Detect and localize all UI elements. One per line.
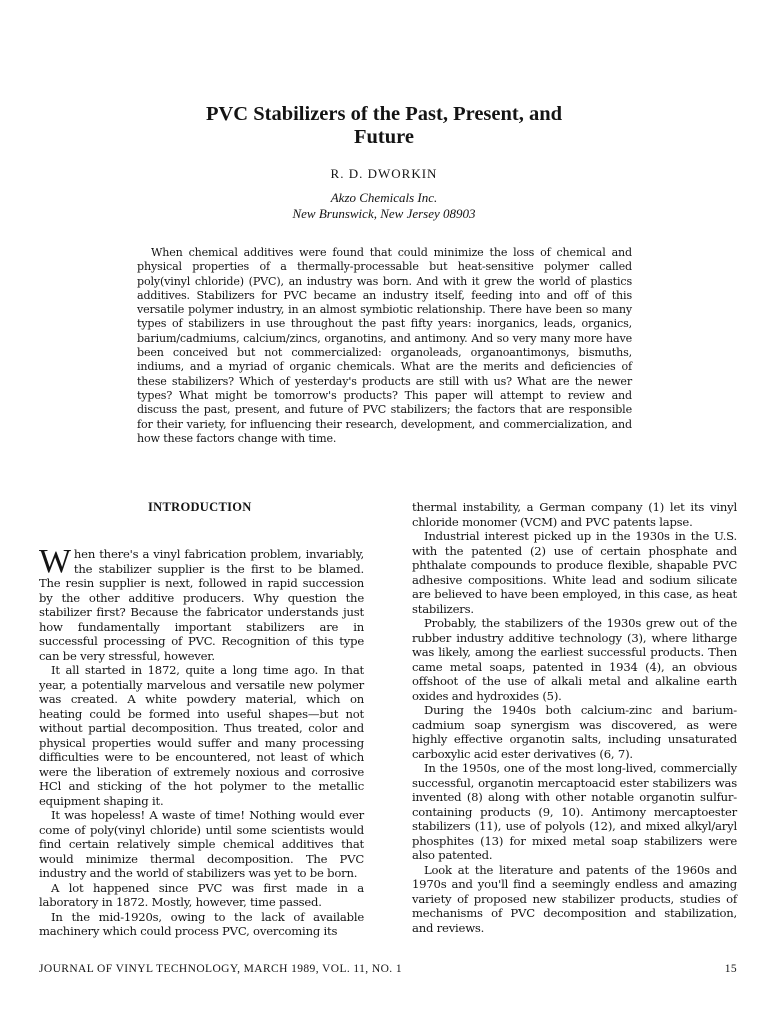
affiliation-address: New Brunswick, New Jersey 08903 — [292, 206, 476, 221]
title-line-2: Future — [354, 126, 414, 148]
section-heading-introduction: INTRODUCTION — [148, 500, 252, 514]
paragraph-8: During the 1940s both calcium-zinc and barium-cadmium soap synergism was discovered, as were highly effective organotin salts, including unsaturated carboxylic acid ester derivatives (6, 7). — [412, 703, 737, 761]
paragraph-4: A lot happened since PVC was first made in a laboratory in 1872. Mostly, however, time passed. — [39, 880, 364, 909]
affiliation-institution: Akzo Chemicals Inc. — [330, 190, 438, 205]
paragraph-5: In the mid-1920s, owing to the lack of available machinery which could process PVC, overcoming its — [39, 909, 364, 938]
article-title — [0, 103, 768, 149]
paragraph-5-continued: thermal instability, a German company (1) let its vinyl chloride monomer (VCM) and PVC patents lapse. — [412, 500, 737, 529]
paragraph-1-text: hen there's a vinyl fabrication problem, invariably, the stabilizer supplier is the first to be blamed. The resin supplier is next, followed in rapid succession by the other additive producers. Why question the stabilizer first? Because the fabricator understands just how fundamentally important stabilizers are in successful processing of PVC. Recognition of this type can be very stressful, however. — [39, 547, 364, 663]
paragraph-10: Look at the literature and patents of the 1960s and 1970s and you'll find a seemingly endless and amazing variety of proposed new stabilizer products, studies of mechanisms of PVC decomposition and stabilization, and reviews. — [412, 862, 737, 935]
paragraph-2: It all started in 1872, quite a long time ago. In that year, a potentially marvelous and versatile new polymer was created. A white powdery material, which on heating could be formed into useful shapes—but not without partial decomposition. Thus treated, color and physical properties would suffer and many processing difficulties were to be encountered, not least of which were the liberation of extremely noxious and corrosive HCl and sticking of the hot polymer to the metallic equipment shaping it. — [39, 663, 364, 808]
left-column — [39, 500, 364, 939]
paragraph-3: It was hopeless! A waste of time! Nothing would ever come of poly(vinyl chloride) until some scientists would find certain relatively simple chemical additives that would minimize thermal decomposition. The PVC industry and the world of stabilizers was yet to be born. — [39, 808, 364, 880]
author-affiliation — [0, 190, 768, 222]
paragraph-6: Industrial interest picked up in the 1930s in the U.S. with the patented (2) use of certain phosphate and phthalate compounds to produce flexible, shapable PVC adhesive compositions. White lead and sodium silicate are believed to have been employed, in this case, as heat stabilizers. — [412, 529, 737, 616]
right-column — [412, 500, 737, 935]
abstract-text: When chemical additives were found that could minimize the loss of chemical and physical properties of a thermally-processable but heat-sensitive polymer called poly(vinyl chloride) (PVC), an industry was born. And with it grew the world of plastics additives. Stabilizers for PVC became an industry itself, feeding into and off of this versatile polymer industry, in an almost symbiotic relationship. There have been so many types of stabilizers in use throughout the past fifty years: inorganics, leads, organics, barium/cadmiums, calcium/zincs, organotins, and antimony. And so very many more have been conceived but not commercialized: organoleads, organoantimonys, bismuths, indiums, and a myriad of organic chemicals. What are the merits and deficiencies of these stabilizers? Which of yesterday's products are still with us? What are the newer types? What might be tomorrow's products? This paper will attempt to review and discuss the past, present, and future of PVC stabilizers; the factors that are responsible for their variety, for influencing their research, development, and commercialization, and how these factors change with time. — [137, 246, 632, 445]
abstract — [137, 246, 632, 446]
title-line-1: PVC Stabilizers of the Past, Present, and — [205, 103, 563, 125]
author-name: R. D. DWORKIN — [330, 166, 438, 181]
paragraph-9: In the 1950s, one of the most long-lived, commercially successful, organotin mercaptoacid ester stabilizers was invented (8) along with other notable organotin sulfur-containing products (9, 10). Antimony mercaptoester stabilizers (11), use of polyols (12), and mixed alkyl/aryl phosphites (13) for mixed metal soap stabilizers were also patented. — [412, 761, 737, 862]
drop-cap: W — [39, 543, 71, 580]
paragraph-7: Probably, the stabilizers of the 1930s grew out of the rubber industry additive technology (3), where litharge was likely, among the earliest successful products. Then came metal soaps, patented in 1934 (4), an obvious offshoot of the use of alkali metal and alkaline earth oxides and hydroxides (5). — [412, 616, 737, 703]
journal-citation: JOURNAL OF VINYL TECHNOLOGY, MARCH 1989, VOL. 11, NO. 1 — [39, 963, 402, 975]
paragraph-1 — [39, 543, 364, 663]
page-number: 15 — [724, 963, 737, 975]
